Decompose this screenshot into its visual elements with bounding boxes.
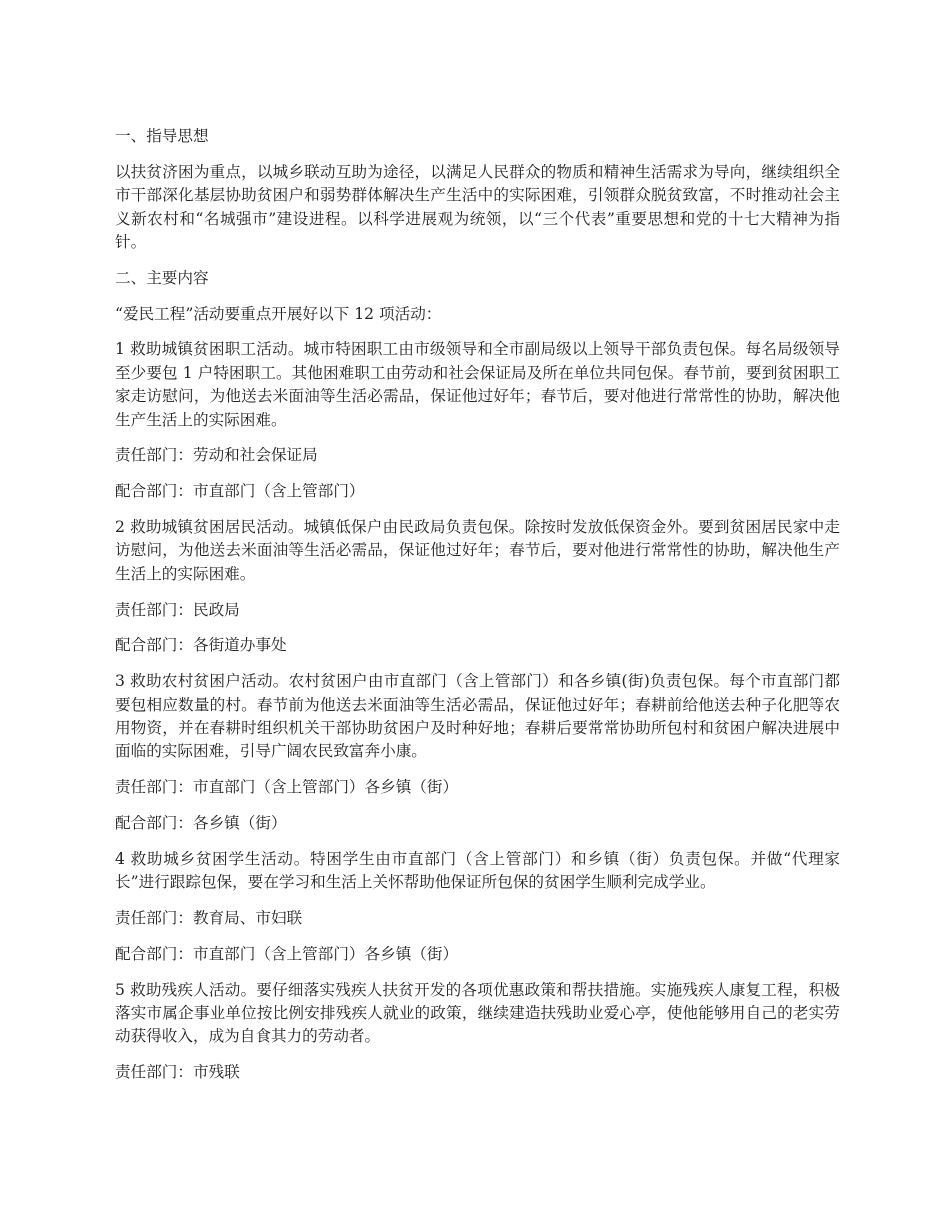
activity-paragraph: 5 救助残疾人活动。要仔细落实残疾人扶贫开发的各项优惠政策和帮扶措施。实施残疾人康复工程，积极落实市属企事业单位按比例安排残疾人就业的政策，继续建造扶残助业爱心亭，使他能够用自己的老实劳动获得收入，成为自食其力的劳动者。 — [115, 980, 840, 1046]
section-heading-guiding-thought: 一、指导思想 — [115, 127, 209, 145]
cooperating-department: 配合部门：市直部门（含上管部门） — [115, 482, 365, 501]
cooperating-department: 配合部门：市直部门（含上管部门）各乡镇（街） — [115, 944, 459, 963]
activity-paragraph: 1 救助城镇贫困职工活动。城市特困职工由市级领导和全市副局级以上领导干部负责包保。每名局级领导至少要包 1 户特困职工。其他困难职工由劳动和社会保证局及所在单位共同包保。春节前，要到贫困职工家走访慰问，为他送去米面油等生活必需品，保证他过好年；春节后，要对他进行常常性的协助，解决他生产生活上的实际困难。 — [115, 340, 840, 429]
activity-paragraph: 4 救助城乡贫困学生活动。特困学生由市直部门（含上管部门）和乡镇（街）负责包保。并做“代理家长”进行跟踪包保，要在学习和生活上关怀帮助他保证所包保的贫困学生顺利完成学业。 — [115, 849, 840, 892]
responsible-department: 责任部门：教育局、市妇联 — [115, 909, 303, 928]
responsible-department: 责任部门：市直部门（含上管部门）各乡镇（街） — [115, 778, 459, 797]
responsible-department: 责任部门：民政局 — [115, 600, 240, 619]
section-heading-main-content: 二、主要内容 — [115, 268, 209, 287]
responsible-department: 责任部门：市残联 — [115, 1063, 240, 1082]
document-body — [115, 125, 840, 1097]
body-paragraph: “爱民工程”活动要重点开展好以下 12 项活动： — [115, 304, 442, 323]
body-paragraph: 以扶贫济困为重点，以城乡联动互助为途径，以满足人民群众的物质和精神生活需求为导向，继续组织全市干部深化基层协助贫困户和弱势群体解决生产生活中的实际困难，引领群众脱贫致富，不时推动社会主义新农村和“名城强市”建设进程。以科学进展观为统领，以“三个代表”重要思想和党的十七大精神为指针。 — [115, 162, 840, 252]
activity-paragraph: 3 救助农村贫困户活动。农村贫困户由市直部门（含上管部门）和各乡镇(街)负责包保。每个市直部门都要包相应数量的村。春节前为他送去米面油等生活必需品，保证他过好年；春耕前给他送去种子化肥等农用物资，并在春耕时组织机关干部协助贫困户及时种好地；春耕后要常常协助所包村和贫困户解决进展中面临的实际困难，引导广阔农民致富奔小康。 — [115, 672, 840, 761]
activity-paragraph: 2 救助城镇贫困居民活动。城镇低保户由民政局负责包保。除按时发放低保资金外。要到贫困居民家中走访慰问，为他送去米面油等生活必需品，保证他过好年；春节后，要对他进行常常性的协助，解决他生产生活上的实际困难。 — [115, 518, 840, 583]
cooperating-department: 配合部门：各乡镇（街） — [115, 814, 287, 833]
cooperating-department: 配合部门：各街道办事处 — [115, 636, 287, 655]
responsible-department: 责任部门：劳动和社会保证局 — [115, 446, 318, 465]
